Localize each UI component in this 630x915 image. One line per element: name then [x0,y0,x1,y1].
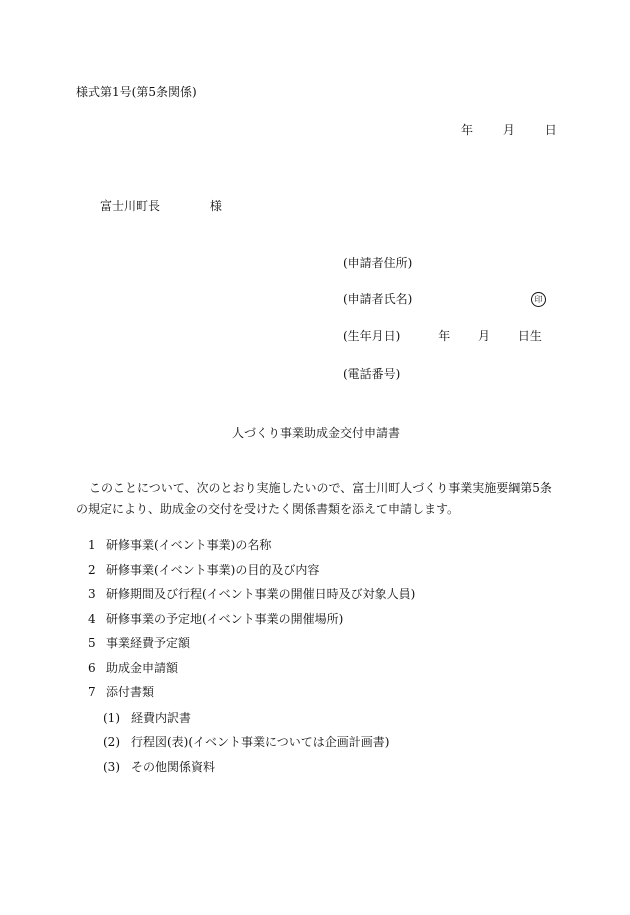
item-number: 2 [88,563,96,577]
body-paragraph [76,478,576,520]
list-item [88,611,343,627]
item-number: 4 [88,612,96,626]
date-line [461,122,557,138]
item-number: 6 [88,661,96,675]
subitem [103,710,191,726]
body-line-2: の規定により、助成金の交付を受けたく関係書類を添えて申請します。 [76,502,460,516]
birth-month: 月 [478,329,491,343]
applicant-address-label: (申請者住所) [343,256,413,270]
subitem [103,759,215,775]
item-text: 事業経費予定額 [106,636,191,650]
birth-day: 日生 [517,329,542,343]
item-text: 研修事業(イベント事業)の目的及び内容 [106,563,320,577]
applicant-name-row [343,291,548,307]
addressee-name: 富士川町長 [100,199,161,213]
list-item [88,562,319,578]
item-number: 3 [88,587,96,601]
item-text: 研修事業(イベント事業)の名称 [106,538,272,552]
item-text: 助成金申請額 [106,661,179,675]
list-item [88,635,190,651]
item-text: 研修事業の予定地(イベント事業の開催場所) [106,612,344,626]
list-item [88,537,271,553]
applicant-birth-row [343,328,542,344]
subitem-number: (2) [103,735,120,749]
subitem [103,734,390,750]
list-item [88,586,415,602]
addressee-honorific: 様 [209,199,222,213]
subitem-number: (1) [103,711,120,725]
applicant-name-label: (申請者氏名) [343,292,413,306]
list-item [88,684,154,700]
date-year: 年 [461,123,474,137]
applicant-phone-label: (電話番号) [343,367,401,381]
form-number: 様式第1号(第5条関係) [76,85,197,99]
birth-year: 年 [438,329,451,343]
body-line-1: このことについて、次のとおり実施したいので、富士川町人づくり事業実施要綱第5条 [89,481,552,495]
birth-label: (生年月日) [343,329,401,343]
document-title: 人づくり事業助成金交付申請書 [232,426,401,440]
subitem-number: (3) [103,760,120,774]
item-number: 5 [88,636,96,650]
list-item [88,660,178,676]
seal-mark: 印 [531,292,546,307]
date-day: 日 [544,123,557,137]
subitem-text: 行程図(表)(イベント事業については企画計画書) [131,735,390,749]
addressee [100,198,222,214]
subitem-text: 経費内訳書 [131,711,192,725]
subitem-text: その他関係資料 [131,760,216,774]
item-number: 7 [88,685,96,699]
item-text: 添付書類 [106,685,155,699]
date-month: 月 [502,123,515,137]
item-number: 1 [88,538,96,552]
item-text: 研修期間及び行程(イベント事業の開催日時及び対象人員) [106,587,416,601]
